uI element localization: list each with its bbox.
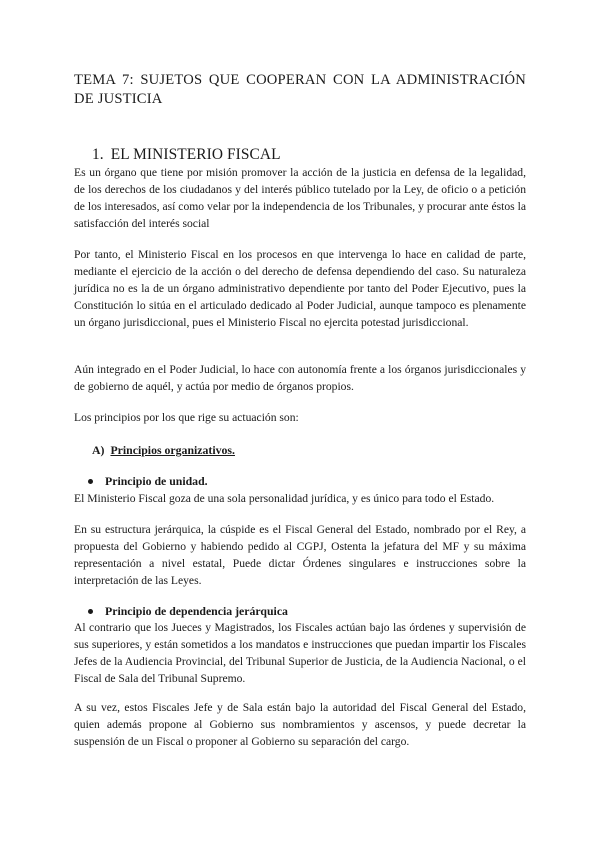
paragraph-hierarchy-2: A su vez, estos Fiscales Jefe y de Sala están bajo la autoridad del Fiscal General del Estado, quien además propone al Gobierno sus nombramientos y ascensos, y puede decretar la suspensión de un Fiscal o proponer al Gobierno su separación del cargo. — [74, 701, 526, 748]
subsection-title: Principios organizativos. — [110, 443, 235, 457]
paragraph-principles-intro: Los principios por los que rige su actuación son: — [74, 411, 299, 424]
paragraph-legal-nature: Por tanto, el Ministerio Fiscal en los procesos en que intervenga lo hace en calidad de parte, mediante el ejercicio de la acción o del derecho de defensa dependiendo del caso. Su naturaleza jurídica no es la de un órgano administrativo dependiente por tanto del Poder Ejecutivo, pues la Constitución lo sitúa en el articulado dedicado al Poder Judicial, aunque tampoco es plenamente un órgano jurisdiccional, pues el Ministerio Fiscal no ejercita potestad jurisdiccional. — [74, 248, 526, 329]
paragraph-definition: Es un órgano que tiene por misión promover la acción de la justicia en defensa de la legalidad, de los derechos de los ciudadanos y del interés público tutelado por la Ley, de oficio o a petición de los interesados, así como velar por la independencia de los Tribunales, y procurar ante éstos la satisfacción del interés social — [74, 166, 526, 230]
section-number: 1. — [92, 146, 104, 163]
bullet-icon — [88, 479, 93, 484]
principle-hierarchy-heading — [88, 603, 288, 620]
document-title: TEMA 7: SUJETOS QUE COOPERAN CON LA ADMINISTRACIÓN DE JUSTICIA — [74, 72, 526, 107]
paragraph-unity-1: El Ministerio Fiscal goza de una sola personalidad jurídica, y es único para todo el Estado. — [74, 492, 495, 505]
paragraph-hierarchy-1: Al contrario que los Jueces y Magistrados, los Fiscales actúan bajo las órdenes y supervisión de sus superiores, y están sometidos a los mandatos e instrucciones que puedan impartir los Fiscales Jefes de la Audiencia Provincial, del Tribunal Superior de Justicia, de la Audiencia Nacional, o el Fiscal de Sala del Tribunal Supremo. — [74, 621, 526, 685]
principle-unity-heading — [88, 473, 208, 490]
bullet-icon — [88, 609, 93, 614]
subsection-letter: A) — [92, 443, 105, 457]
paragraph-unity-2: En su estructura jerárquica, la cúspide es el Fiscal General del Estado, nombrado por el Rey, a propuesta del Gobierno y habiendo pedido al CGPJ, Ostenta la jefatura del MF y su máxima representación a nivel estatal, Puede dictar Órdenes singulares e instrucciones sobre la interpretación de las Leyes. — [74, 523, 526, 587]
paragraph-autonomy: Aún integrado en el Poder Judicial, lo hace con autonomía frente a los órganos jurisdiccionales y de gobierno de aquél, y actúa por medio de órganos propios. — [74, 363, 526, 393]
principle-hierarchy-title: Principio de dependencia jerárquica — [105, 604, 288, 618]
section-heading-ministerio-fiscal — [92, 146, 281, 164]
principle-unity-title: Principio de unidad. — [105, 474, 208, 488]
subsection-heading-organizational — [92, 442, 235, 459]
section-title: EL MINISTERIO FISCAL — [110, 146, 281, 163]
